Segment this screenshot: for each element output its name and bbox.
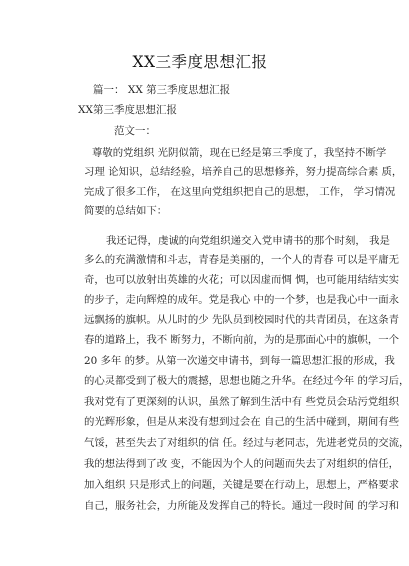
heading-sample-one: 范文一： [114,125,156,137]
paragraph-line: 多么的充满激情和斗志，青春是美丽的，一个人的青春 可以是平庸无 [84,254,400,266]
heading-report-title: XX第三季度思想汇报 [78,104,177,116]
paragraph-line: 自己，服务社会，力所能及发挥自己的特长。通过一段时间 的学习和 [84,500,400,512]
paragraph-line: 远飘扬的旗帜。从儿时的少 先队员到校园时代的共青团员，在这条青 [84,314,400,326]
paragraph-line: 我还记得，虔诚的向党组织递交入党申请书的那个时刻， 我是 [106,235,390,247]
paragraph-line: 春的道路上，我不 断努力，不断向前，为的是那面心中的旗帜，一个 [84,334,400,346]
document-title: XX三季度思想汇报 [132,53,268,71]
paragraph-line: 完成了很多工作， 在这里向党组织把自己的思想， 工作， 学习情况 [84,186,396,198]
paragraph-line: 简要的总结如下： [84,205,168,217]
paragraph-line: 的心灵都受到了极大的震撼，思想也随之升华。在经过今年 的学习后， [84,375,409,387]
paragraph-line: 的步子，走向辉煌的成年。党是我心 中的一个梦，也是我心中一面永 [84,294,400,306]
heading-part-one: 篇一： XX 第三季度思想汇报 [93,84,231,96]
paragraph-line: 我对党有了更深刻的认识，虽然了解到生活中有 些党员会玷污党组织 [84,396,400,408]
paragraph-line: 习理 论知识，总结经验，培养自己的思想修养，努力提高综合素 质， [84,166,403,178]
paragraph-line: 气馁，甚至失去了对组织的信 任。经过与老同志，先进老党员的交流， [84,437,409,449]
paragraph-line: 加入组织 只是形式上的问题，关键是要在行动上，思想上，严格要求 [84,479,400,491]
paragraph-line: 奇，也可以放射出英雄的火花；可以因虚而惆 惆，也可能用结结实实 [84,274,400,286]
paragraph-line: 的光辉形象，但是从来没有想到过会在 自己的生活中碰到，期间有些 [84,416,400,428]
paragraph-line: 我的想法得到了改 变，不能因为个人的问题而失去了对组织的信任， [84,458,400,470]
paragraph-line: 20 多年 的梦。从第一次递交申请书，到每一篇思想汇报的形成，我 [84,355,395,367]
paragraph-line: 尊敬的党组织 光阴似箭，现在已经是第三季度了，我坚持不断学 [92,147,387,159]
